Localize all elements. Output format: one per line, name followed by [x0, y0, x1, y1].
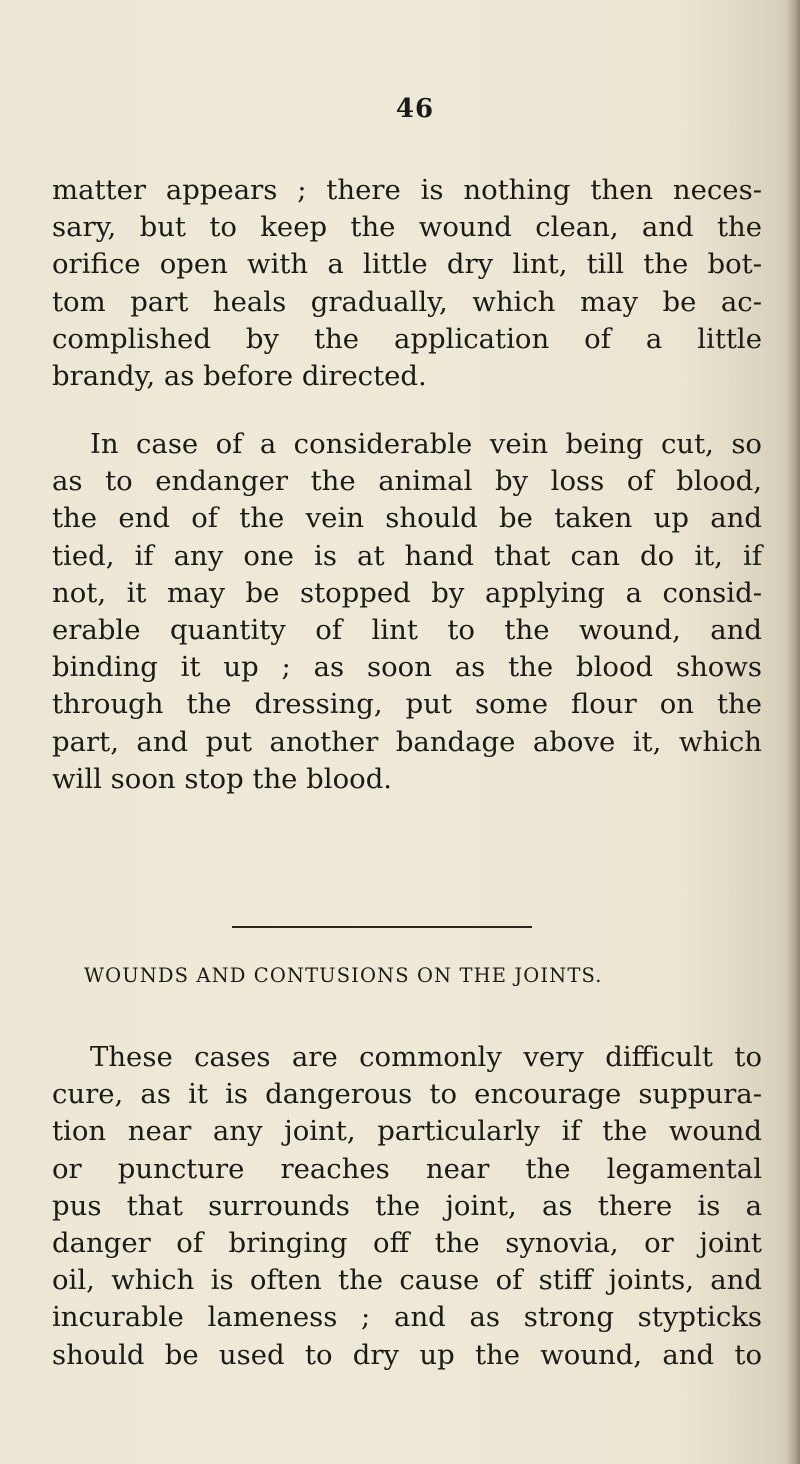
paragraph-joint-wounds: [52, 1039, 762, 1374]
text-line: as to endanger the animal by loss of blood,: [52, 465, 762, 498]
text-line: the end of the vein should be taken up and: [52, 502, 762, 535]
paragraph-wound-cleaning: [52, 172, 762, 395]
text-line: brandy, as before directed.: [52, 360, 427, 393]
text-line: tied, if any one is at hand that can do it, if: [52, 539, 762, 572]
text-line: or puncture reaches near the legamental: [52, 1152, 762, 1185]
page-number: 46: [395, 94, 435, 124]
text-line: oil, which is often the cause of stiff joints, and: [52, 1264, 762, 1297]
text-line: matter appears ; there is nothing then neces-: [52, 174, 762, 206]
page-edge-shadow: [786, 0, 800, 1464]
text-line: part, and put another bandage above it, which: [52, 725, 762, 758]
text-line: sary, but to keep the wound clean, and the: [52, 211, 762, 244]
text-line: incurable lameness ; and as strong stypticks: [52, 1301, 762, 1334]
text-line: not, it may be stopped by applying a consid-: [52, 576, 762, 609]
text-line: will soon stop the blood.: [52, 762, 393, 795]
text-line: should be used to dry up the wound, and to: [52, 1338, 762, 1371]
text-line: erable quantity of lint to the wound, and: [52, 614, 762, 647]
section-divider: [232, 926, 532, 928]
text-line: In case of a considerable vein being cut, so: [90, 428, 762, 460]
text-line: tion near any joint, particularly if the wound: [52, 1115, 762, 1148]
text-line: tom part heals gradually, which may be ac-: [52, 285, 762, 318]
text-line: These cases are commonly very difficult to: [90, 1041, 762, 1073]
text-line: pus that surrounds the joint, as there is a: [52, 1189, 762, 1222]
text-line: complished by the application of a little: [52, 322, 762, 355]
text-line: danger of bringing off the synovia, or joint: [52, 1227, 762, 1260]
text-line: binding it up ; as soon as the blood shows: [52, 651, 762, 684]
text-line: cure, as it is dangerous to encourage suppura-: [52, 1078, 762, 1111]
text-line: orifice open with a little dry lint, till the bot-: [52, 248, 762, 281]
section-heading: WOUNDS AND CONTUSIONS ON THE JOINTS.: [84, 964, 603, 987]
text-line: through the dressing, put some flour on the: [52, 688, 762, 721]
paragraph-vein-cut: [52, 426, 762, 798]
